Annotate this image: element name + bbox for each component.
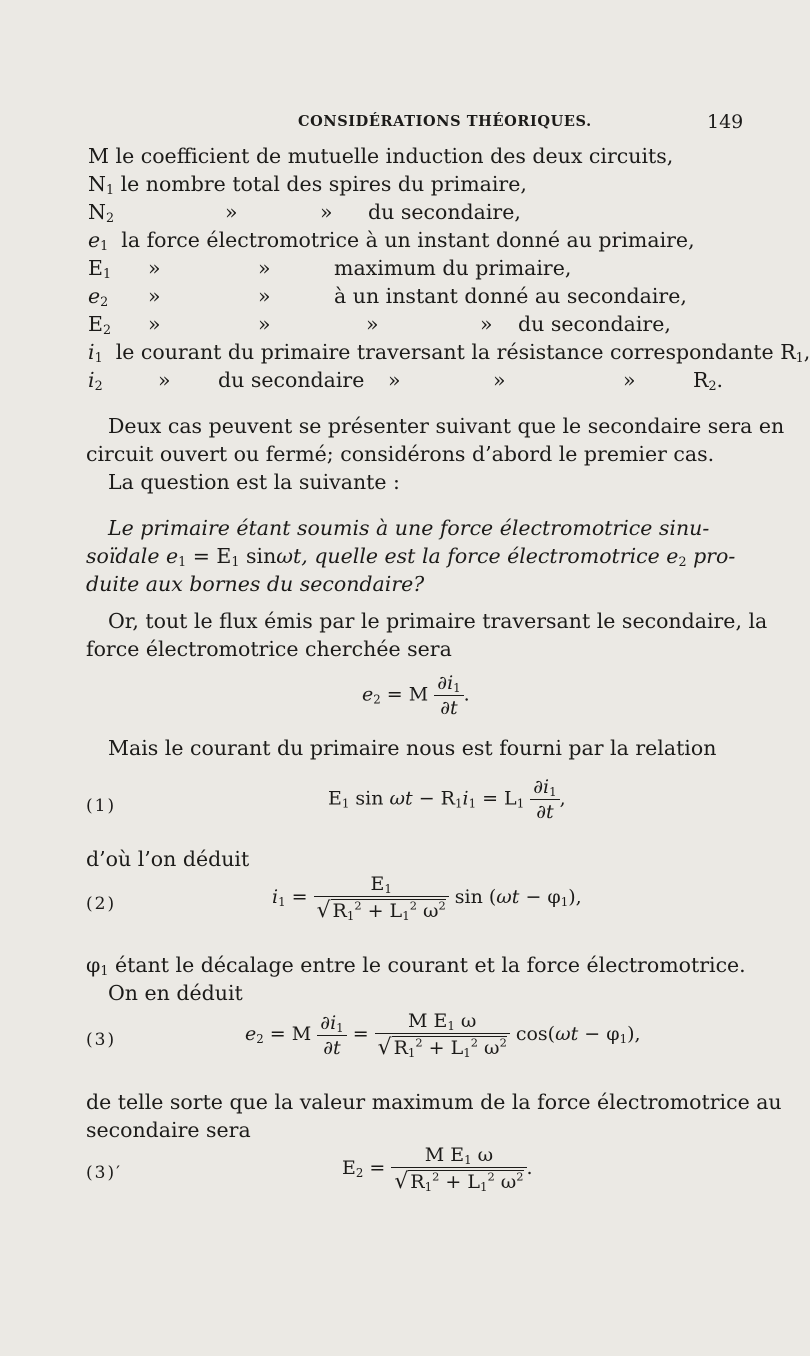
definition-E1: $E_1$ » » maximum du primaire, [88,256,572,282]
definition-E2: $E_2$ » » » » du secondaire, [88,312,671,338]
paragraph-4: Mais le courant du primaire nous est fourni par la relation [108,736,717,760]
equation-1-label: (1) [86,796,117,816]
paragraph-2: La question est la suivante : [108,470,400,494]
question-line-2: soïdale $e_1 = E_1$ sinωt, quelle est la force électromotrice $e_2$ pro- [86,544,736,570]
definition-e1: $e_1$ la force électromotrice à un instant donné au primaire, [88,228,695,254]
question-line-1: Le primaire étant soumis à une force électromotrice sinu- [108,516,710,540]
paragraph-6: $\varphi_1$ étant le décalage entre le courant et la force électromotrice. [86,953,746,979]
definition-e2: $e_2$ » » à un instant donné au secondaire, [88,284,687,310]
question-line-3: duite aux bornes du secondaire? [86,572,425,596]
equation-1: $E_1$ $\sin \omega t - R_1i_1 = L_1$ $\frac{\partial i_1}{\partial t}$ , [328,776,566,823]
definition-N1: $N_1$ le nombre total des spires du primaire, [88,172,527,198]
equation-3-label: (3) [86,1030,117,1050]
paragraph-8-line-2: secondaire sera [86,1118,251,1142]
equation-2: $i_1$ = $\frac{E_1}{√ R_1^2 + L_1^2 \omega^2}$ $\sin (\omega t - \varphi_1)$, [272,873,582,923]
definition-N2: $N_2$ » » du secondaire, [88,200,521,226]
paragraph-3-line-2: force électromotrice cherchée sera [86,637,452,661]
paragraph-3-line-1: Or, tout le flux émis par le primaire traversant le secondaire, la [108,609,768,633]
paragraph-5: d’où l’on déduit [86,847,250,871]
page-number: 149 [707,111,744,133]
equation-e2-flux: $e_2 = M$ $\frac{\partial i_1}{\partial t}$ . [362,672,470,719]
equation-3-prime: $E_2$ = $\frac{M E_1 \omega}{√ R_1^2 + L_1^2 \omega^2}$ . [342,1144,533,1194]
equation-3: $e_2 = M$ $\frac{\partial i_1}{\partial t}$ = $\frac{M E_1 \omega}{√ R_1^2 + L_1^2 \omega^2}$ $\cos(\omega t - \varphi_1)$, [245,1010,641,1060]
equation-2-label: (2) [86,894,117,914]
paragraph-8-line-1: de telle sorte que la valeur maximum de la force électromotrice au [86,1090,782,1114]
paragraph-1-line-2: circuit ouvert ou fermé; considérons d’abord le premier cas. [86,442,715,466]
paragraph-7: On en déduit [108,981,243,1005]
definition-i1: $i_1$ le courant du primaire traversant la résistance correspondante $R_1$, [88,340,810,366]
definition-M: M le coefficient de mutuelle induction des deux circuits, [88,144,674,168]
paragraph-1-line-1: Deux cas peuvent se présenter suivant que le secondaire sera en [108,414,785,438]
running-header: CONSIDÉRATIONS THÉORIQUES. [298,113,592,130]
definition-i2: $i_2$ » du secondaire » » » $R_2$. [88,368,724,394]
equation-3-prime-label: (3)′ [86,1163,122,1183]
